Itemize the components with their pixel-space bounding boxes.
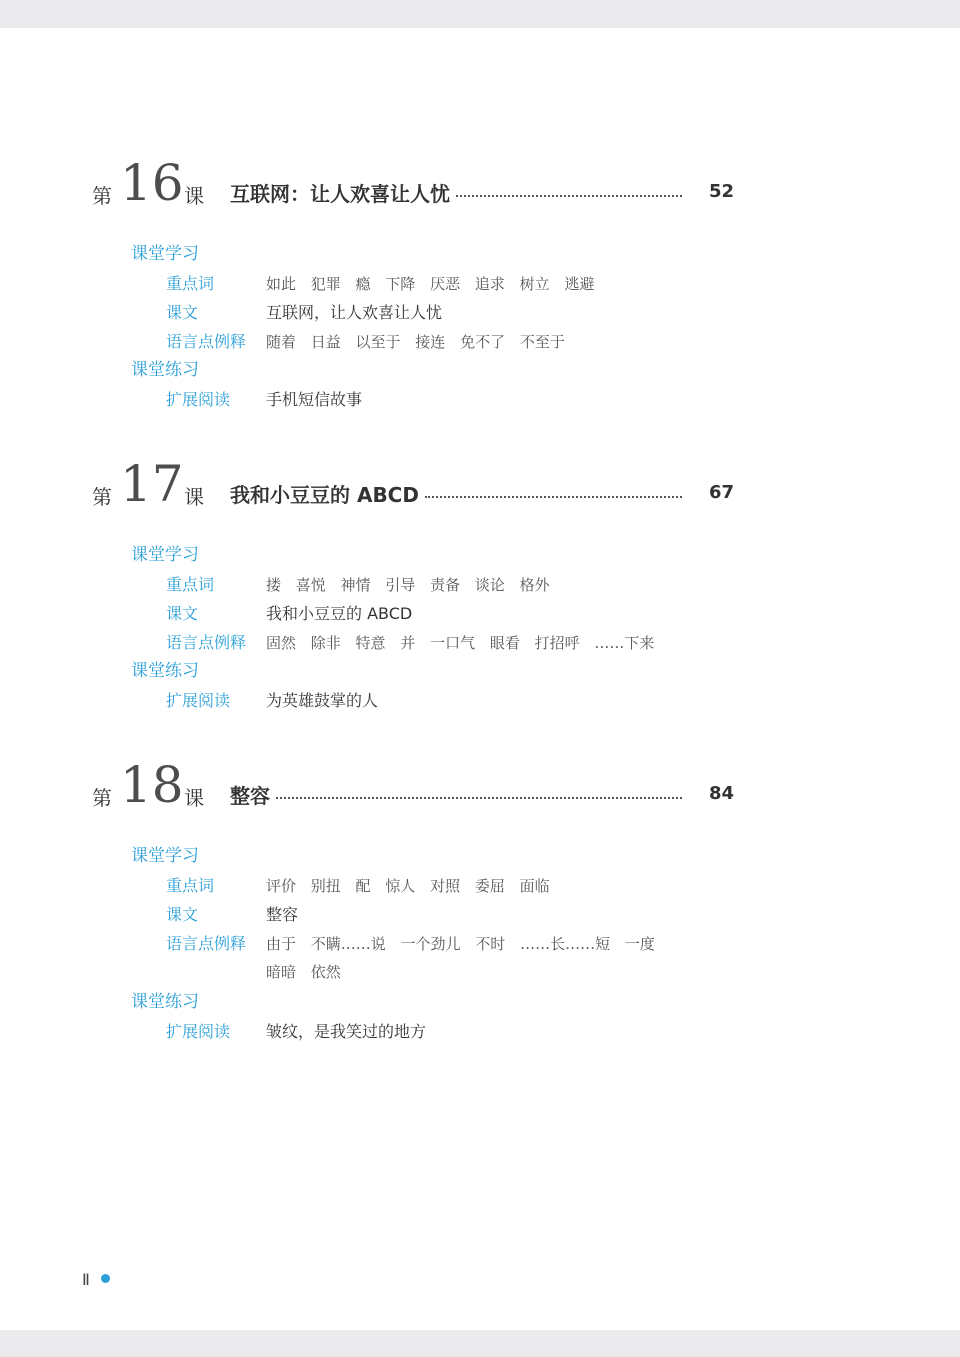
section-classroom-study: 课堂学习 bbox=[131, 244, 199, 264]
section-classroom-study: 课堂学习 bbox=[131, 846, 199, 866]
lesson-number: 16 bbox=[120, 154, 184, 212]
page-number[interactable]: 67 bbox=[708, 482, 734, 503]
key-words: 如此 犯罪 瘾 下降 厌恶 追求 树立 逃避 bbox=[266, 275, 595, 293]
bottom-band bbox=[0, 1330, 960, 1357]
grammar-label: 语言点例释 bbox=[166, 332, 247, 351]
reading-title: 手机短信故事 bbox=[266, 390, 363, 409]
lesson-suffix: 课 bbox=[184, 184, 204, 208]
footer-page-mark: Ⅱ bbox=[82, 1270, 90, 1289]
text-label: 课文 bbox=[166, 905, 199, 924]
lesson-title[interactable]: 互联网：让人欢喜让人忧 bbox=[230, 182, 450, 206]
grammar-points-continued: 暗暗 依然 bbox=[266, 963, 341, 981]
dot-leader bbox=[425, 496, 682, 498]
lesson-suffix: 课 bbox=[184, 485, 204, 509]
dot-leader bbox=[276, 797, 682, 799]
lesson-text-title: 我和小豆豆的 ABCD bbox=[266, 604, 413, 623]
reading-label: 扩展阅读 bbox=[166, 390, 231, 409]
grammar-points: 由于 不瞒……说 一个劲儿 不时 ……长……短 一度 bbox=[266, 935, 655, 953]
lesson-suffix: 课 bbox=[184, 786, 204, 810]
key-words-label: 重点词 bbox=[166, 274, 215, 293]
key-words: 评价 别扭 配 惊人 对照 委屈 面临 bbox=[266, 877, 550, 895]
footer-dot-icon bbox=[101, 1274, 110, 1283]
page-number[interactable]: 84 bbox=[708, 783, 734, 804]
lesson-header bbox=[92, 756, 734, 816]
reading-title: 为英雄鼓掌的人 bbox=[266, 691, 379, 710]
lesson-title-line[interactable] bbox=[230, 178, 686, 208]
lesson-title[interactable]: 整容 bbox=[230, 784, 270, 808]
section-classroom-study: 课堂学习 bbox=[131, 545, 199, 565]
text-label: 课文 bbox=[166, 303, 199, 322]
grammar-points: 固然 除非 特意 并 一口气 眼看 打招呼 ……下来 bbox=[266, 634, 655, 652]
key-words-label: 重点词 bbox=[166, 876, 215, 895]
lesson-number: 18 bbox=[120, 756, 184, 814]
key-words-label: 重点词 bbox=[166, 575, 215, 594]
grammar-label: 语言点例释 bbox=[166, 934, 247, 953]
lesson-text-title: 整容 bbox=[266, 905, 299, 924]
section-classroom-practice: 课堂练习 bbox=[131, 360, 199, 380]
dot-leader bbox=[456, 195, 682, 197]
lesson-prefix: 第 bbox=[92, 184, 112, 208]
reading-label: 扩展阅读 bbox=[166, 1022, 231, 1041]
lesson-prefix: 第 bbox=[92, 786, 112, 810]
lesson-number: 17 bbox=[120, 455, 184, 513]
lesson-title-line[interactable] bbox=[230, 479, 686, 509]
lesson-title-line[interactable] bbox=[230, 780, 686, 810]
text-label: 课文 bbox=[166, 604, 199, 623]
key-words: 搂 喜悦 神情 引导 责备 谈论 格外 bbox=[266, 576, 550, 594]
lesson-title[interactable]: 我和小豆豆的 ABCD bbox=[230, 483, 419, 507]
top-band bbox=[0, 0, 960, 28]
lesson-header bbox=[92, 455, 734, 515]
section-classroom-practice: 课堂练习 bbox=[131, 992, 199, 1012]
grammar-points: 随着 日益 以至于 接连 免不了 不至于 bbox=[266, 333, 565, 351]
lesson-prefix: 第 bbox=[92, 485, 112, 509]
page-number[interactable]: 52 bbox=[708, 181, 734, 202]
reading-label: 扩展阅读 bbox=[166, 691, 231, 710]
reading-title: 皱纹，是我笑过的地方 bbox=[266, 1022, 427, 1041]
lesson-header bbox=[92, 154, 734, 214]
section-classroom-practice: 课堂练习 bbox=[131, 661, 199, 681]
grammar-label: 语言点例释 bbox=[166, 633, 247, 652]
lesson-text-title: 互联网，让人欢喜让人忧 bbox=[266, 303, 443, 322]
